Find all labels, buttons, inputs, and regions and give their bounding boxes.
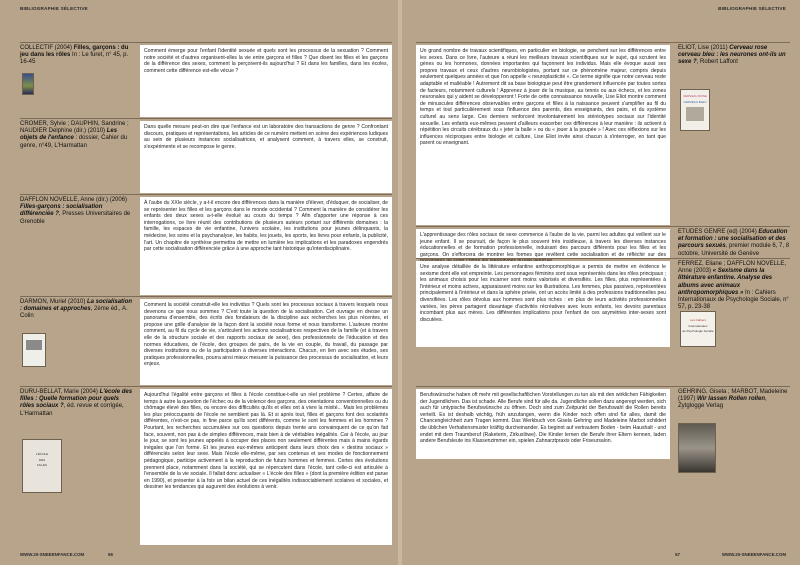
bib-description: Dans quelle mesure peut-on dire que l'enfance est un laboratoire des transactions de genre ? Confrontant discours, pratiques et représentations, les articles de ce numéro mettent en scène des expériences ludiques au sein de plusieurs instances socialisatrices, et analysent comment, à travers elles, se construit, s'expérimente et se recompose le genre. (140, 121, 392, 193)
bib-entry-etudes-genre (416, 226, 790, 259)
bib-entry-ferrez (416, 258, 790, 349)
bib-title: Cerveau rose cerveau bleu : les neurones ont-ils un sexe ? (678, 45, 786, 66)
bib-reference: DURU-BELLAT, Marie (2004) L'école des filles : Quelle formation pour quels rôles sociaux ?, éd. revue et corrigée, L'Harmattan (20, 389, 133, 417)
left-header: BIBLIOGRAPHIE SÉLECTIVE (20, 6, 88, 11)
bib-title: « Sexisme dans la littérature enfantine. Analyse des albums avec animaux anthropomorphiques » (678, 268, 773, 296)
right-footer-url: WWW.20-SNEEENFANCE.COM (721, 552, 786, 557)
bib-reference: CROMER, Sylvie ; DAUPHIN, Sandrine ; NAUDIER Delphine (dir.) (2010) Les objets de l'enfance : dossier, Cahier du genre, n°49, L'Harmattan (20, 121, 129, 149)
book-cover-image (22, 73, 34, 95)
bib-reference: GEHRING, Gisela ; MARBOT, Madeleine (1997) Wir lassen Rollen rollen, Zytglogge Verlag (678, 389, 788, 410)
bib-reference: ELIOT, Lise (2011) Cerveau rose cerveau bleu : les neurones ont-ils un sexe ?, Robert Laffont (678, 45, 786, 66)
bib-reference: ETUDES GENRE (ed) (2004) Education et formation : une socialisation et des parcours sexués, premier module 6, 7, 8 octobre, Université de Genève (678, 229, 790, 257)
right-page (402, 0, 800, 565)
left-footer-url: WWW.20-SNEEENFANCE.COM (20, 552, 85, 557)
book-cover-image (678, 423, 716, 473)
bib-description: Berufswünsche haben oft mehr mit gesellschaftlichen Vorstellungen zu tun als mit den wirklichen Fähigkeiten der Jugendlichen. Das ist schade. Alle Berufe sind für alle da. Jugendliche sollen dazu angeregt werden, sich auch für untypische Berufswünsche zu öffnen. Doch sind zum Zeitpunkt der Berufswahl die Rollen bereits verteilt. Es ist deshalb wichtig, früh anzufangen, wenn die Kinder noch offen sind für alles, damit die Chancengleichheit zum Tragen kommt. Das Werkbuch von Gisela Gehring und Madeleine Marbot schildert die üblichen Verhaltensmuster kräftig durcheinander. Es beginnt auf vertrautem Boden - beim Haushalt - und endet mit dem Traumberuf (Raketerin, Zirkuslöwe). Die Kinder lernen die Berufe ihrer Eltern kennen, laden andere Berufsleute ins Klassenzimmer ein, spielen Zahnarztpraxis oder Friseursalon. (416, 389, 670, 459)
bib-entry-collectif (20, 42, 392, 119)
bib-reference: DAFFLON NOVELLE, Anne (dir.) (2006) Filles-garçons : socialisation différenciée ?, Presses Universitaires de Grenoble (20, 197, 131, 225)
left-page-number: 56 (108, 552, 113, 557)
bib-title: Wir lassen Rollen rollen (697, 396, 765, 403)
bib-title: L'école des filles : Quelle formation pour quels rôles sociaux ? (20, 389, 133, 410)
right-page-number: 57 (675, 552, 680, 557)
bib-reference: FERREZ, Eliane ; DAFFLON NOVELLE, Anne (2003) « Sexisme dans la littérature enfantine. Analyse des albums avec animaux anthropomorphiques » In : Cahiers Internationaux de Psychologie Sociale, n° 57, p. 23-38 (678, 261, 789, 311)
book-cover-image: Les Cahiers Internationaux de Psychologie Sociale (680, 311, 716, 347)
bib-reference: COLLECTIF (2004) Filles, garçons : du jeu dans les rôles In : Le furet, n° 45, p. 16-45 (20, 45, 129, 66)
bib-title: Filles-garçons : socialisation différenciée ? (20, 204, 103, 218)
bib-reference: DARMON, Muriel (2010) La socialisation : domaines et approches, 2ème éd., A. Colin (20, 299, 133, 320)
book-cover-image (22, 333, 46, 367)
bib-entry-dafflon (20, 194, 392, 297)
bib-entry-cromer (20, 118, 392, 195)
bib-description: L'apprentissage des rôles sociaux de sexe commence à l'aube de la vie, parmi les adultes qui veillent sur le jeune enfant. Il se poursuit, de façon le plus souvent très insidieuse, à travers les diverses instances éducationnelles et de formation professionnelle, induisant des parcours différents pour les filles et les garçons. On s'efforcera de montrer les formes que revêtent cette socialisation et de réfléchir sur des (416, 229, 670, 259)
bib-entry-duru-bellat (20, 386, 392, 545)
bib-entry-darmon (20, 296, 392, 387)
bib-entry-gehring (416, 386, 790, 545)
bib-description: Un grand nombre de travaux scientifiques, en particulier en biologie, se penchent sur les différences entre les sexes. Dans ce livre, l'auteure a réuni les meilleurs travaux scientifiques sur le sujet, qui scrutent les gènes ou les hormones, données importantes qui façonnent les individus. Mais elle évoque aussi ses propres travaux et ceux d'autres neurobiologistes, portant sur ce phénomène majeur, compris depuis seulement quelques années et que l'on appelle « neuroplasticité ». Ce terme signifie que notre cerveau reste adaptable et malléable ! Autrement dit sa base biologique peut être grandement influencée par toutes sortes de facteurs, notamment culturels ! Apprenez à jouer de la musique, au tennis ou aux échecs, et les zones neuronales qui y aident se développeront ! Forte de cette connaissance nouvelle, Lise Eliot montre comment de minuscules différences observables entre garçons et filles à la naissance peuvent s'amplifier au fil du temps et tout particulièrement sous l'influence des parents, des enseignants, des pairs, et du système culturel au sens large. Ces derniers renforcent involontairement les stéréotypes sociaux sur l'identité sexuelle. Les enfants eux-mêmes peuvent d'ailleurs exacerber ces différences à leur manière : ils activent à répétition les circuits cérébraux du « jeter la balle » ou du « jouer à la poupée » ! Avec ces réflexions sur les influences réciproques entre biologie et culture, Lise Eliot invite ainsi chacun à s'interroger, en tant que parent ou enseignant. (416, 45, 670, 225)
book-cover-image: L'ÉCOLE DES FILLES (22, 439, 62, 493)
bib-description: Aujourd'hui l'égalité entre garçons et filles à l'école constitue-t-elle un réel problème ? Certes, affaire de temps à autre la question de l'échec ou de la violence des garçons, des orientations conventionnelles ou du chômage élevé des filles, ou encore des difficultés qu'ils et elles ont à vivre la mixité... Mais les problèmes les plus préoccupants de l'école ne semblent pas là. Et si après tout, filles et garçons font des scolarités différentes, n'est-ce pas, in fine parce qu'ils sont différents, comme le sont les femmes et les hommes ? Pourtant, les recherches accumulées sur ces questions depuis trente ans convainquent de ce qu'on fait face, souvent, non pas à de simples différences, mais bien à de véritables inégalités. Car à l'école, au jour le jour, se sont les jeunes appelés à occuper des places non seulement différentes mais à mains égards inégales que l'on forme. Et les jeunes eux-mêmes anticipent dans leurs choix des « destins sociaux » différenciés selon leur sexe. Mais l'école elle-même, par ses contenus et ses modes de fonctionnement pédagogique, participe activement à la reproduction de futurs hommes et femmes. Certes des évolutions prennent place, notamment dans la société, qui se répercutent dans l'école, tant celle-ci est articulée à l'ensemble de la vie sociale. Il fallait donc actualiser « L'école des filles » (dont la première édition est parue en 1990), et présenter à la fois un bilan actuel de ces inégalités indissociablement scolaires et sociales, et dessiner les tendances qui augurent des évolutions à venir. (140, 389, 392, 545)
bib-description: À l'aube du XXIe siècle, y a-t-il encore des différences dans la manière d'élever, d'éduquer, de socialiser, de se représenter les filles et les garçons dans le monde occidental ? Comment la manière de considérer les enfants des deux sexes a-t-elle évolué au cours du temps ? Afin d'apporter une réponse à ces interrogations, ce livre réunit des contributions de plusieurs auteurs portant sur différents domaines : la famille, les espaces de vie enfantine, l'univers scolaire, les institutions pour jeunes délinquants, la médecine, les soins et la psychanalyse, les habits, les jouets, les sports, les livres pour enfants, la publicité, l'art. Un chapitre de synthèse permettra de mettre en lumière les implications et les paradoxes engendrés par cette socialisation différenciée grâce à une approche tant historique qu'interdisciplinaire. (140, 197, 392, 295)
bib-title: Filles, garçons : du jeu dans les rôles (20, 45, 129, 59)
left-page (0, 0, 398, 565)
bib-title: La socialisation : domaines et approches (20, 299, 133, 313)
bib-entry-eliot (416, 42, 790, 227)
bib-title: Education et formation : une socialisation et des parcours sexués (678, 229, 788, 250)
bib-description: Comment émerge pour l'enfant l'identité sexuée et quels sont les processus de la sexuation ? Comment notre société et d'autres organisent-elles la vie entre garçons et filles ? Que disent les filles et les garçons de la différence des sexes, comment la perçoivent-ils aujourd'hui ? Et dans les familles, dans les écoles, comment cette différence est-elle vécue ? (140, 45, 392, 117)
bib-description: Comment la société construit-elle les individus ? Quels sont les processus sociaux à travers lesquels nous devenons ce que nous sommes ? C'est toute la question de la socialisation. Cet ouvrage en dresse un panorama d'ensemble, des écrits des fondateurs de la discipline aux recherches les plus récentes, et propose une grille d'analyse de la façon dont la société nous forme et nous transforme. L'auteure montre comment, au fil du cycle de vie, s'articulent les actions socialisatrices respectives de la famille (et à travers elle de la structure sociale et des rapports sociaux de sexe), des professionnels de l'éducation et des normes éducatives, de l'école, des groupes de pairs, de la vie en couple, du travail, du passage par diverses institutions ou de la participation à diverses interactions. Chacun, en lien avec ses études, ses pratiques professionnelles, pourra ainsi mieux mesurer la puissance des processus de socialisation, et leurs enjeux. (140, 299, 392, 385)
bib-title: Les objets de l'enfance (20, 128, 118, 142)
right-header: BIBLIOGRAPHIE SÉLECTIVE (718, 6, 786, 11)
book-cover-image: CERVEAU ROSE CERVEAU BLEU (680, 89, 710, 131)
bib-description: Une analyse détaillée de la littérature enfantine anthropomorphique a permis de mettre en évidence le sexisme dont elle est empreinte. Les personnages féminins sont sous représentés dans les rôles principaux ; les animaux choisis pour les incarner sont moins valorisés et diversifiés. Les filles, plus représentées à l'intérieur et moins actives, apparaissent moins sur les illustrations. Les femmes, plus passives, représentées principalement à l'intérieur et dans la sphère privée, ont un accès limité à des professions traditionnelles peu diversifiées. Les rôles dévolus aux hommes sont plus riches : en plus de leurs activités professionnelles variées, les pères partagent davantage d'activités récréatives avec leurs enfants, les devoirs parentaux incombant plus aux mères. Les différentes implications pour l'enfant de ces asymétries inter-sexes sont discutées. (416, 261, 670, 347)
